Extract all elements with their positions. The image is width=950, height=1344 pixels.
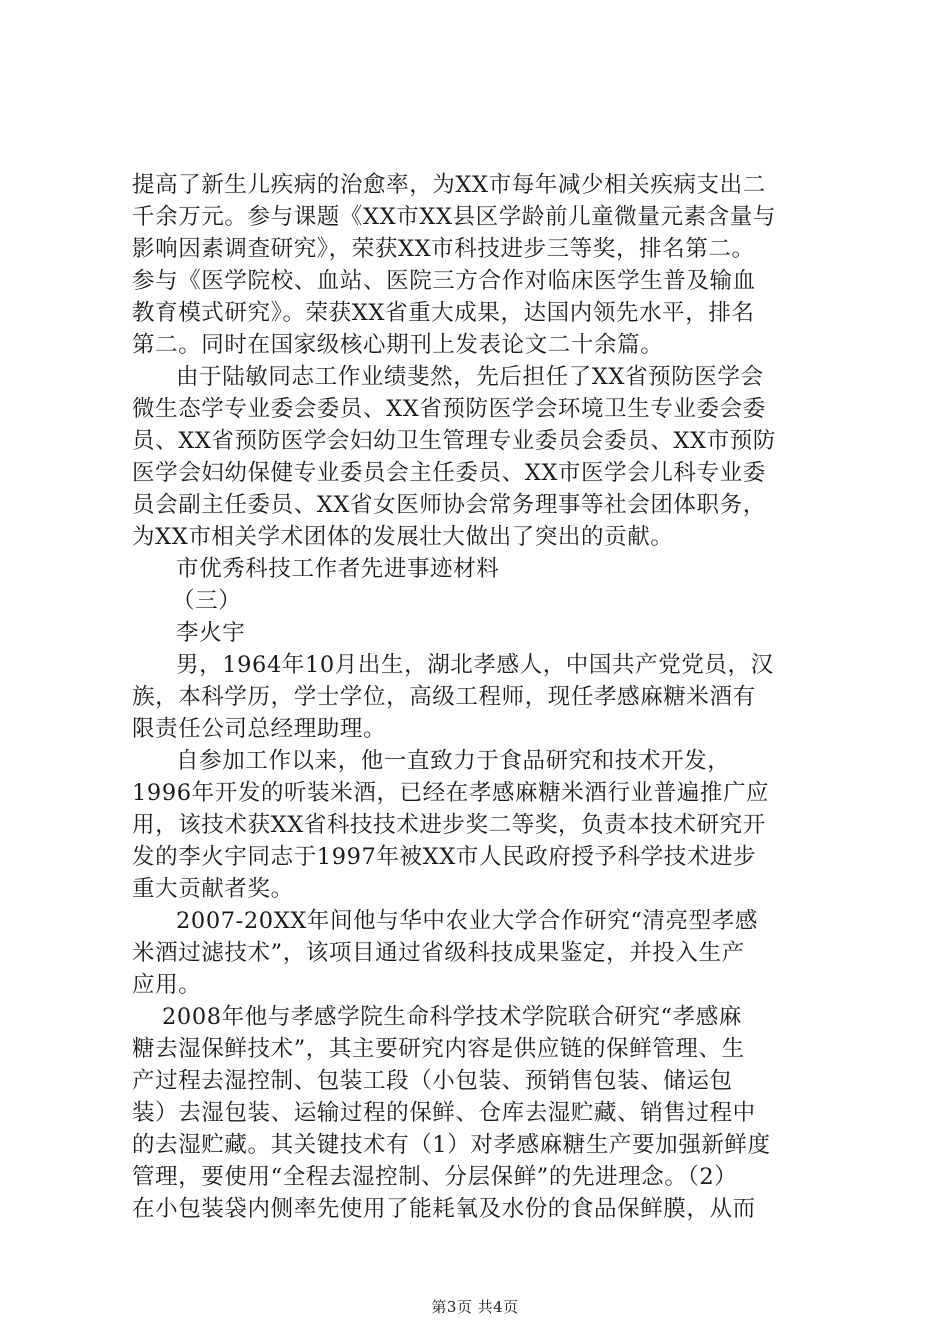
text-line: 医学会妇幼保健专业委员会主任委员、XX市医学会儿科专业委 [132, 460, 766, 486]
paragraph-start-line: 自参加工作以来，他一直致力于食品研究和技术开发， [176, 748, 731, 774]
text-line: 第二。同时在国家级核心期刊上发表论文二十余篇。 [132, 332, 664, 358]
text-line: 1996年开发的听装米酒，已经在孝感麻糖米酒行业普遍推广应 [132, 780, 770, 806]
text-line: 千余万元。参与课题《XX市XX县区学龄前儿童微量元素含量与 [132, 204, 776, 230]
page-number-label: 第3页 共4页 [431, 1298, 519, 1316]
section-title: 市优秀科技工作者先进事迹材料 [176, 556, 500, 582]
text-line: 员会副主任委员、XX省女医师协会常务理事等社会团体职务， [132, 492, 766, 518]
text-line: 发的李火宇同志于1997年被XX市人民政府授予科学技术进步 [132, 844, 757, 870]
text-line: 参与《医学院校、血站、医院三方合作对临床医学生普及输血 [132, 268, 756, 294]
paragraph-start-line: 男，1964年10月出生，湖北孝感人，中国共产党党员，汉 [176, 652, 774, 678]
text-line: 为XX市相关学术团体的发展壮大做出了突出的贡献。 [132, 524, 674, 550]
section-number: （三） [172, 588, 242, 614]
document-body [132, 169, 832, 1225]
text-line: 影响因素调查研究》，荣获XX市科技进步三等奖，排名第二。 [132, 236, 755, 262]
paragraph-start-line: 由于陆敏同志工作业绩斐然，先后担任了XX省预防医学会 [176, 364, 764, 390]
paragraph-start-line: 2008年他与孝感学院生命科学技术学院联合研究“孝感麻 [162, 1004, 742, 1030]
text-line: 米酒过滤技术”，该项目通过省级科技成果鉴定，并投入生产 [132, 940, 745, 966]
text-line: 应用。 [132, 972, 202, 998]
text-line: 提高了新生儿疾病的治愈率，为XX市每年减少相关疾病支出二 [132, 172, 766, 198]
text-line: 糖去湿保鲜技术”，其主要研究内容是供应链的保鲜管理、生 [132, 1036, 745, 1062]
page-footer [0, 1296, 950, 1317]
text-line: 限责任公司总经理助理。 [132, 716, 387, 742]
text-line: 装）去湿包装、运输过程的保鲜、仓库去湿贮藏、销售过程中 [132, 1100, 756, 1126]
text-line: 用，该技术获XX省科技技术进步奖二等奖，负责本技术研究开 [132, 812, 766, 838]
person-name: 李火宇 [176, 620, 246, 646]
text-line: 教育模式研究》。荣获XX省重大成果，达国内领先水平，排名 [132, 300, 755, 326]
text-line: 管理，要使用“全程去湿控制、分层保鲜”的先进理念。（2） [132, 1164, 738, 1190]
text-line: 产过程去湿控制、包装工段（小包装、预销售包装、储运包 [132, 1068, 733, 1094]
text-line: 的去湿贮藏。其关键技术有（1）对孝感麻糖生产要加强新鲜度 [132, 1132, 771, 1158]
paragraph-start-line: 2007-20XX年间他与华中农业大学合作研究“清亮型孝感 [176, 908, 758, 934]
text-line: 在小包装袋内侧率先使用了能耗氧及水份的食品保鲜膜，从而 [132, 1196, 756, 1222]
text-line: 重大贡献者奖。 [132, 876, 294, 902]
text-line: 微生态学专业委会委员、XX省预防医学会环境卫生专业委会委 [132, 396, 766, 422]
text-line: 员、XX省预防医学会妇幼卫生管理专业委员会委员、XX市预防 [132, 428, 776, 454]
text-line: 族，本科学历，学士学位，高级工程师，现任孝感麻糖米酒有 [132, 684, 756, 710]
